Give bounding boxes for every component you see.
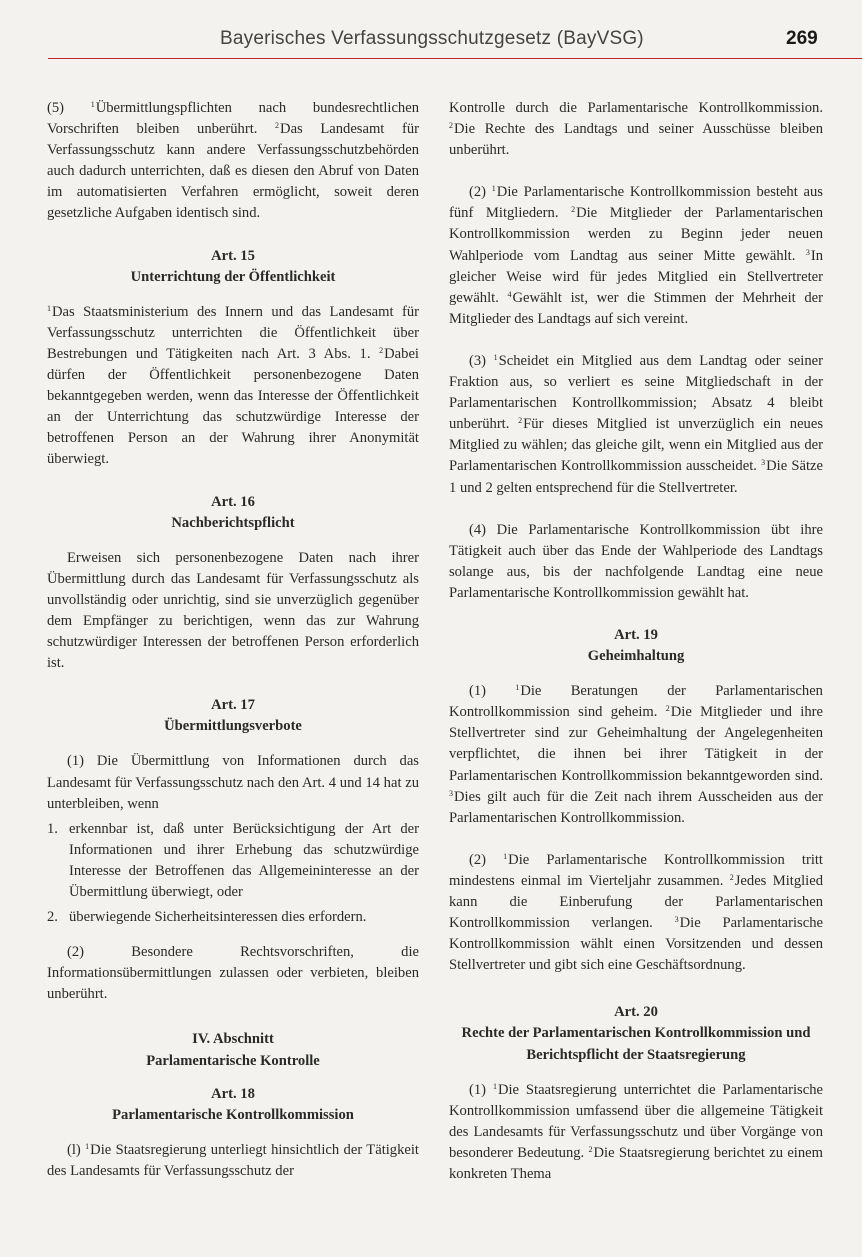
art-19-paragraph-1: (1) $^1$Die Beratungen der Parlamentarischen Kontrollkommission sind geheim. $^2$Die Mitglieder und ihre Stellvertreter sind zur Geheimhaltung der Angelegenheiten verpflichtet, die ihnen bei ihrer Tätigkeit in der Parlamentarischen Kontrollkommission bekanntgeworden sind. $^3$Dies gilt auch für die Zeit nach ihrem Ausscheiden aus der Parlamentarischen Kontrollkommission.: [449, 683, 823, 826]
article-title: Unterrichtung der Öffentlichkeit: [130, 268, 336, 285]
art-15-heading: [47, 246, 419, 288]
art-18-heading: [47, 1084, 419, 1126]
left-column: [47, 98, 419, 1182]
article-title: Geheimhaltung: [587, 648, 685, 665]
section-number: IV. Abschnitt: [192, 1031, 274, 1048]
article-title: Parlamentarische Kontrollkommission: [112, 1106, 354, 1123]
article-number: Art. 16: [211, 493, 255, 510]
article-title: Rechte der Parlamentarischen Kontrollkommission und Berichtspflicht der Staatsregierung: [461, 1025, 811, 1063]
article-title: Übermittlungsverbote: [164, 718, 302, 735]
art-20-heading: [449, 1002, 823, 1065]
art-20-paragraph-1: (1) $^1$Die Staatsregierung unterrichtet die Parlamentarische Kontrollkommission umfassend über die allgemeine Tätigkeit des Landesamts für Verfassungsschutz und über Vorgänge von besonderer Bedeutung. $^2$Die Staatsregierung berichtet zu einem konkreten Thema: [449, 1081, 823, 1183]
page-number: 269: [786, 28, 818, 49]
art-19-paragraph-2: (2) $^1$Die Parlamentarische Kontrollkommission tritt mindestens einmal im Vierteljahr zusammen. $^2$Jedes Mitglied kann die Einberufung der Parlamentarischen Kontrollkommission verlangen. $^3$Die Parlamentarische Kontrollkommission wählt einen Vorsitzenden und dessen Stellvertreter und gibt sich eine Geschäftsordnung.: [449, 851, 823, 974]
art-15-text: $^1$Das Staatsministerium des Innern und das Landesamt für Verfassungsschutz unterrichten die Öffentlichkeit über Bestrebungen und Tätigkeiten nach Art. 3 Abs. 1. $^2$Dabei dürfen der Öffentlichkeit personenbezogene Daten bekanntgegeben werden, wenn das Interesse der Öffentlichkeit an der Unterrichtung das schutzwürdige Interesse der betroffenen Person an der Wahrung ihrer Anonymität überwiegt.: [47, 303, 419, 468]
paragraph-2: (2) $^1$Die Parlamentarische Kontrollkommission besteht aus fünf Mitgliedern. $^2$Die Mitglieder der Parlamentarischen Kontrollkommission werden zu Beginn jeder neuen Wahlperiode vom Landtag aus seiner Mitte gewählt. $^3$In gleicher Weise wird für jedes Mitglied ein Stellvertreter gewählt. $^4$Gewählt ist, wer die Stimmen der Mehrheit der Mitglieder des Landtags auf sich vereint.: [449, 184, 823, 327]
art-17-heading: [47, 695, 419, 737]
list-item: 2. überwiegende Sicherheitsinteressen dies erfordern.: [47, 909, 367, 926]
paragraph-3: (3) $^1$Scheidet ein Mitglied aus dem Landtag oder seiner Fraktion aus, so verliert es seine Mitgliedschaft in der Parlamentarischen Kontrollkommission; Absatz 4 bleibt unberührt. $^2$Für dieses Mitglied ist unverzüglich ein neues Mitglied zu wählen; das gleiche gilt, wenn ein Mitglied aus der Parlamentarischen Kontrollkommission ausscheidet. $^3$Die Sätze 1 und 2 gelten entsprechend für die Stellvertreter.: [449, 352, 824, 496]
section-title: Parlamentarische Kontrolle: [146, 1052, 320, 1069]
art-19-heading: [449, 625, 823, 667]
article-number: Art. 19: [614, 626, 658, 643]
art-17-paragraph-1: (1) Die Übermittlung von Informationen durch das Landesamt für Verfassungsschutz nach den Art. 4 und 14 hat zu unterbleiben, wenn: [47, 753, 419, 812]
continued-paragraph: Kontrolle durch die Parlamentarische Kontrollkommission. $^2$Die Rechte des Landtags und seiner Ausschüsse bleiben unberührt.: [449, 100, 823, 159]
right-column: [449, 98, 823, 1185]
art-17-paragraph-2: (2) Besondere Rechtsvorschriften, die Informationsübermittlungen zulassen oder verbieten, bleiben unberührt.: [47, 944, 419, 1003]
art-18-paragraph-1: (l) $^1$Die Staatsregierung unterliegt hinsichtlich der Tätigkeit des Landesamts für Verfassungsschutz der: [47, 1141, 419, 1179]
paragraph-5: (5) $^1$Übermittlungspflichten nach bundesrechtlichen Vorschriften bleiben unberührt. $^2$Das Landesamt für Verfassungsschutz kann andere Verfassungsschutzbehörden auch dadurch unterrichten, daß es diesen den Abruf von Daten im automatisierten Verfahren ermöglicht, soweit deren gesetzliche Aufgaben identisch sind.: [47, 100, 419, 222]
article-title: Nachberichtspflicht: [171, 514, 295, 531]
article-number: Art. 20: [614, 1004, 658, 1021]
page-header: [0, 0, 862, 60]
art-16-text: Erweisen sich personenbezogene Daten nach ihrer Übermittlung durch das Landesamt für Verfassungsschutz als unvollständig oder unrichtig, sind sie unverzüglich gegenüber dem Empfänger zu berichtigen, wenn das zur Wahrung schutzwürdiger Interessen der betroffenen Person erforderlich ist.: [47, 549, 419, 672]
article-number: Art. 17: [211, 697, 255, 714]
paragraph-4: (4) Die Parlamentarische Kontrollkommission übt ihre Tätigkeit auch über das Ende der Wahlperiode des Landtags solange aus, bis der nachfolgende Landtag eine neue Parlamentarische Kontrollkommission gewählt hat.: [449, 521, 823, 601]
section-4-heading: [47, 1029, 419, 1071]
header-rule: [48, 58, 862, 59]
running-title: Bayerisches Verfassungsschutzgesetz (BayVSG): [220, 28, 644, 49]
article-number: Art. 15: [211, 247, 255, 264]
art-16-heading: [47, 492, 419, 534]
list-item: 1. erkennbar ist, daß unter Berücksichtigung der Art der Informationen und ihrer Erhebung das schutzwürdige Interesse der Betroffenen das Allgemeininteresse an der Übermittlung überwiegt, oder: [47, 820, 419, 900]
article-number: Art. 18: [211, 1085, 255, 1102]
